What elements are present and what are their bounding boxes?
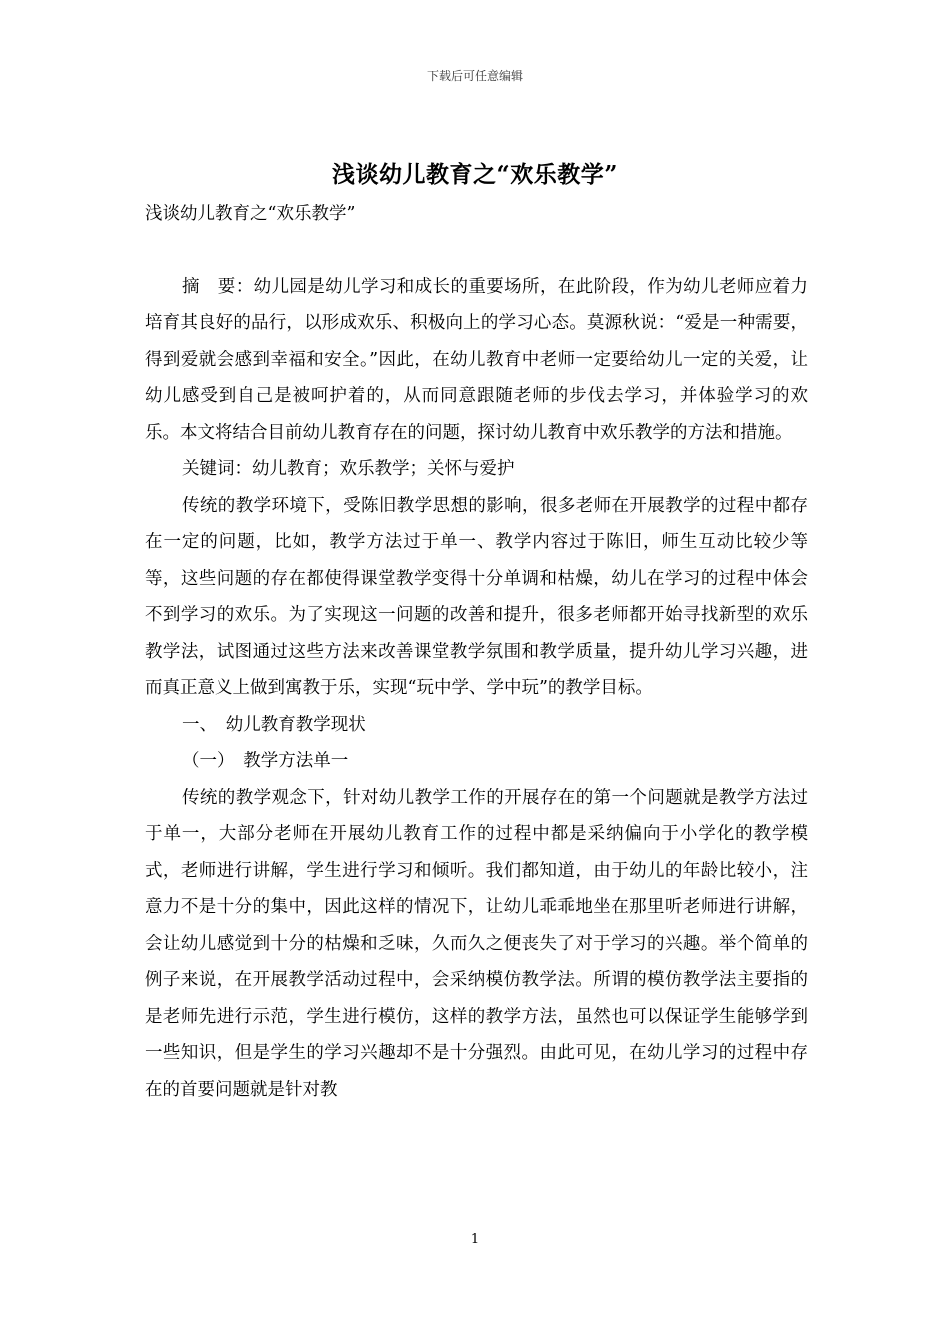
intro-paragraph: 传统的教学环境下，受陈旧教学思想的影响，很多老师在开展教学的过程中都存在一定的问题，比如，教学方法过于单一、教学内容过于陈旧，师生互动比较少等等，这些问题的存在都使得课堂教学变得十分单调和枯燥，幼儿在学习的过程中体会不到学习的欢乐。为了实现这一问题的改善和提升，很多老师都开始寻找新型的欢乐教学法，试图通过这些方法来改善课堂教学氛围和教学质量，提升幼儿学习兴趣，进而真正意义上做到寓教于乐，实现“玩中学、学中玩”的教学目标。 — [145, 495, 808, 698]
keywords-line: 关键词：幼儿教育；欢乐教学；关怀与爱护 — [182, 459, 515, 479]
blank-line — [145, 233, 808, 269]
subsection-heading-1: （一） 教学方法单一 — [182, 751, 349, 771]
document-title: 浅谈幼儿教育之“欢乐教学” — [332, 161, 618, 188]
body-paragraph-1: 传统的教学观念下，针对幼儿教学工作的开展存在的第一个问题就是教学方法过于单一，大部分老师在开展幼儿教育工作的过程中都是采纳偏向于小学化的教学模式，老师进行讲解，学生进行学习和倾听。我们都知道，由于幼儿的年龄比较小，注意力不是十分的集中，因此这样的情况下，让幼儿乖乖地坐在那里听老师进行讲解，会让幼儿感觉到十分的枯燥和乏味，久而久之便丧失了对于学习的兴趣。举个简单的例子来说，在开展教学活动过程中，会采纳模仿教学法。所谓的模仿教学法主要指的是老师先进行示范，学生进行模仿，这样的教学方法，虽然也可以保证学生能够学到一些知识，但是学生的学习兴趣却不是十分强烈。由此可见，在幼儿学习的过程中存在的首要问题就是针对教 — [145, 787, 808, 1100]
abstract-paragraph: 摘 要：幼儿园是幼儿学习和成长的重要场所，在此阶段，作为幼儿老师应着力培育其良好的品行，以形成欢乐、积极向上的学习心态。莫源秋说：“爱是一种需要，得到爱就会感到幸福和安全。”因此，在幼儿教育中老师一定要给幼儿一定的关爱，让幼儿感受到自己是被呵护着的，从而同意跟随老师的步伐去学习，并体验学习的欢乐。本文将结合目前幼儿教育存在的问题，探讨幼儿教育中欢乐教学的方法和措施。 — [145, 276, 808, 443]
page-number: 1 — [470, 1232, 480, 1247]
section-heading-1: 一、 幼儿教育教学现状 — [182, 714, 366, 735]
page-header: 下载后可任意编辑 — [426, 69, 523, 83]
document-body — [145, 196, 808, 1108]
subtitle: 浅谈幼儿教育之“欢乐教学” — [145, 204, 356, 224]
